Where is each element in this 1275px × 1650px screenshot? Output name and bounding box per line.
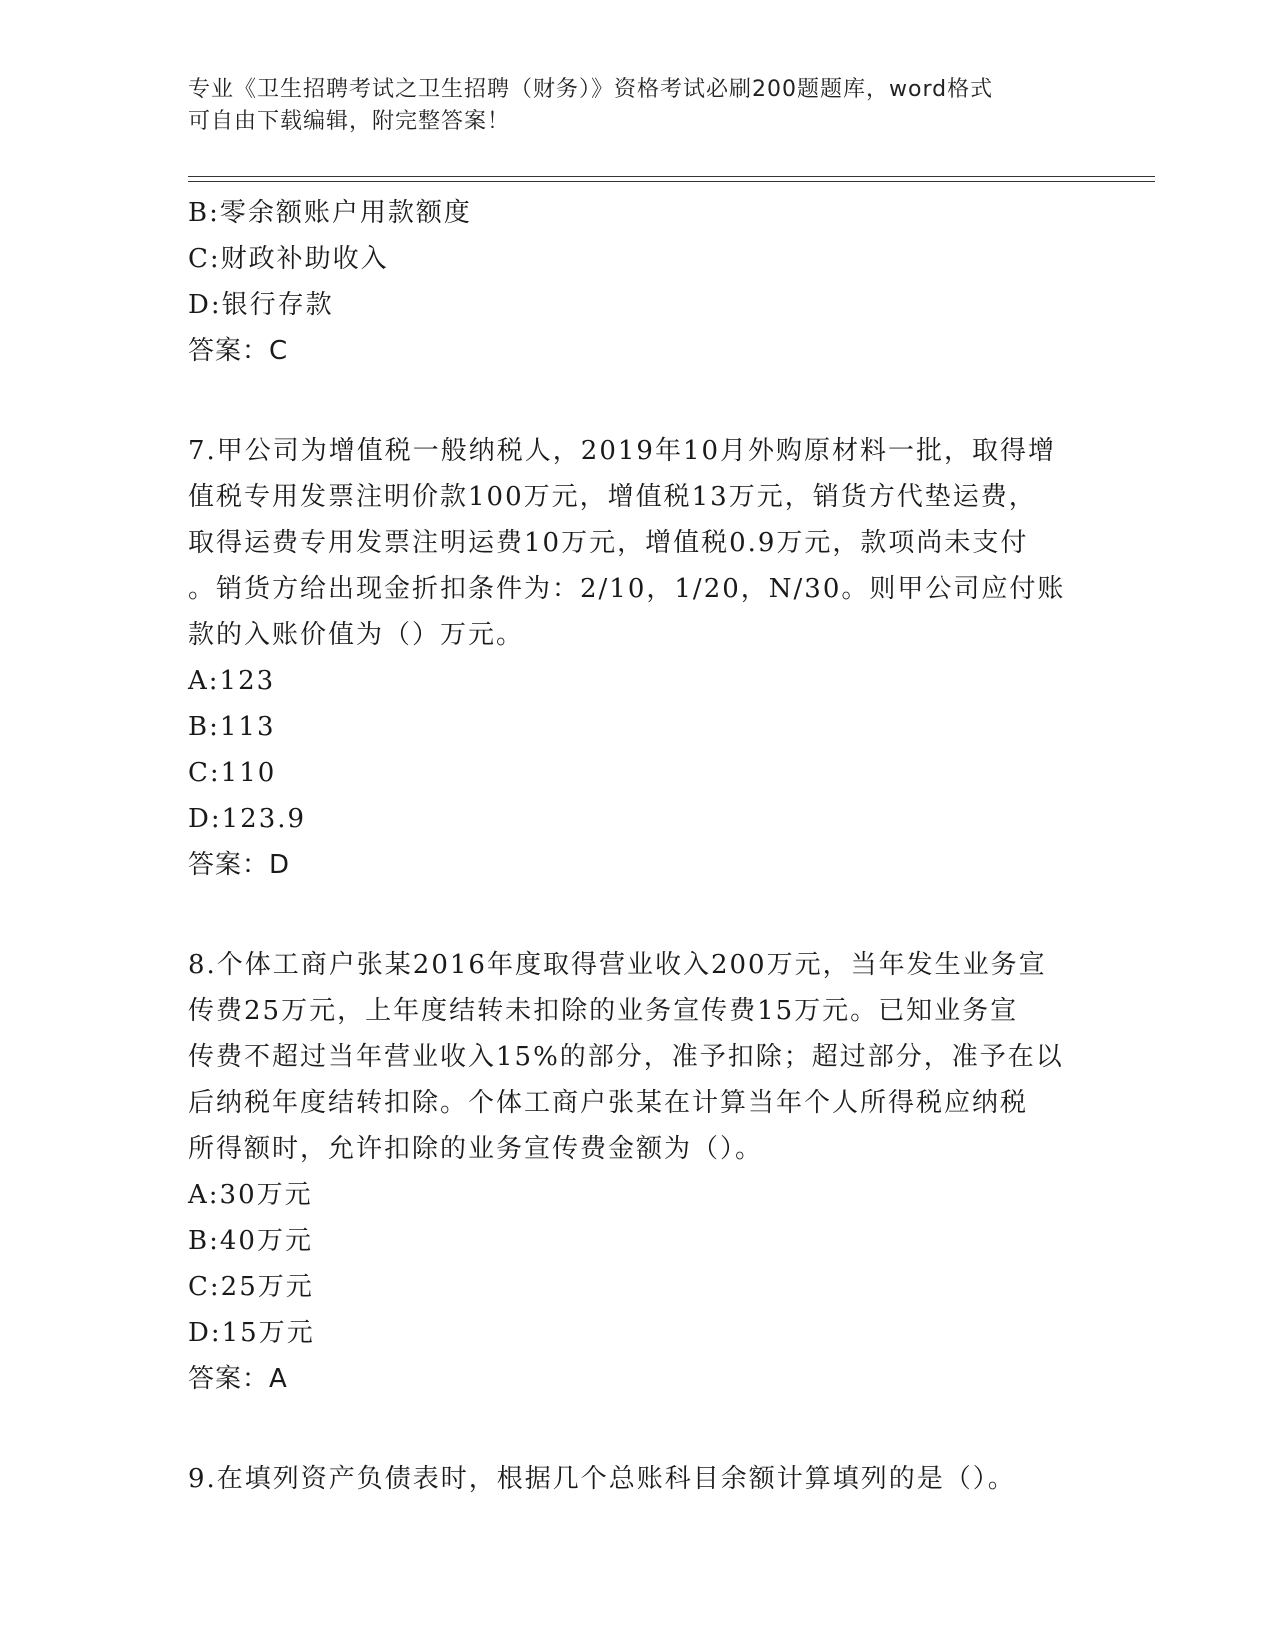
answer-line: 答案：D (188, 850, 291, 880)
header-line: 专业《卫生招聘考试之卫生招聘（财务）》资格考试必刷200题题库，word格式 (188, 77, 994, 102)
option-b: B:零余额账户用款额度 (188, 198, 472, 228)
question-text-line: 款的入账价值为（）万元。 (188, 620, 525, 650)
option-c: C:110 (188, 758, 277, 788)
question-text-line: 值税专用发票注明价款100万元，增值税13万元，销货方代垫运费， (188, 482, 1037, 512)
option-d: D:123.9 (188, 804, 307, 834)
option-b: B:113 (188, 712, 276, 742)
question-9 (188, 1456, 1088, 1502)
question-text-line: 9.在填列资产负债表时，根据几个总账科目余额计算填列的是（）。 (188, 1464, 1016, 1494)
question-text-line: 7.甲公司为增值税一般纳税人，2019年10月外购原材料一批，取得增 (188, 436, 1057, 466)
option-c: C:25万元 (188, 1272, 314, 1302)
option-c: C:财政补助收入 (188, 244, 389, 274)
question-text-line: 。销货方给出现金折扣条件为：2/10，1/20，N/30。则甲公司应付账 (188, 574, 1066, 604)
question-content (188, 190, 1088, 1502)
question-text-line: 传费不超过当年营业收入15%的部分，准予扣除；超过部分，准予在以 (188, 1042, 1064, 1072)
question-text-line: 取得运费专用发票注明运费10万元，增值税0.9万元，款项尚未支付 (188, 528, 1029, 558)
option-b: B:40万元 (188, 1226, 313, 1256)
question-text-line: 后纳税年度结转扣除。个体工商户张某在计算当年个人所得税应纳税 (188, 1088, 1029, 1118)
option-a: A:123 (188, 666, 276, 696)
document-header (188, 74, 1088, 138)
question-text-line: 传费25万元，上年度结转未扣除的业务宣传费15万元。已知业务宣 (188, 996, 1019, 1026)
answer-line: 答案：C (188, 336, 289, 366)
option-d: D:银行存款 (188, 290, 334, 320)
previous-question-tail (188, 190, 1088, 374)
question-7 (188, 428, 1088, 888)
answer-line: 答案：A (188, 1364, 288, 1394)
question-text-line: 所得额时，允许扣除的业务宣传费金额为（）。 (188, 1134, 764, 1164)
header-line: 可自由下载编辑，附完整答案！ (188, 109, 511, 134)
option-d: D:15万元 (188, 1318, 315, 1348)
header-divider (188, 176, 1155, 177)
header-divider (188, 181, 1155, 182)
question-8 (188, 942, 1088, 1402)
question-text-line: 8.个体工商户张某2016年度取得营业收入200万元，当年发生业务宣 (188, 950, 1047, 980)
option-a: A:30万元 (188, 1180, 313, 1210)
